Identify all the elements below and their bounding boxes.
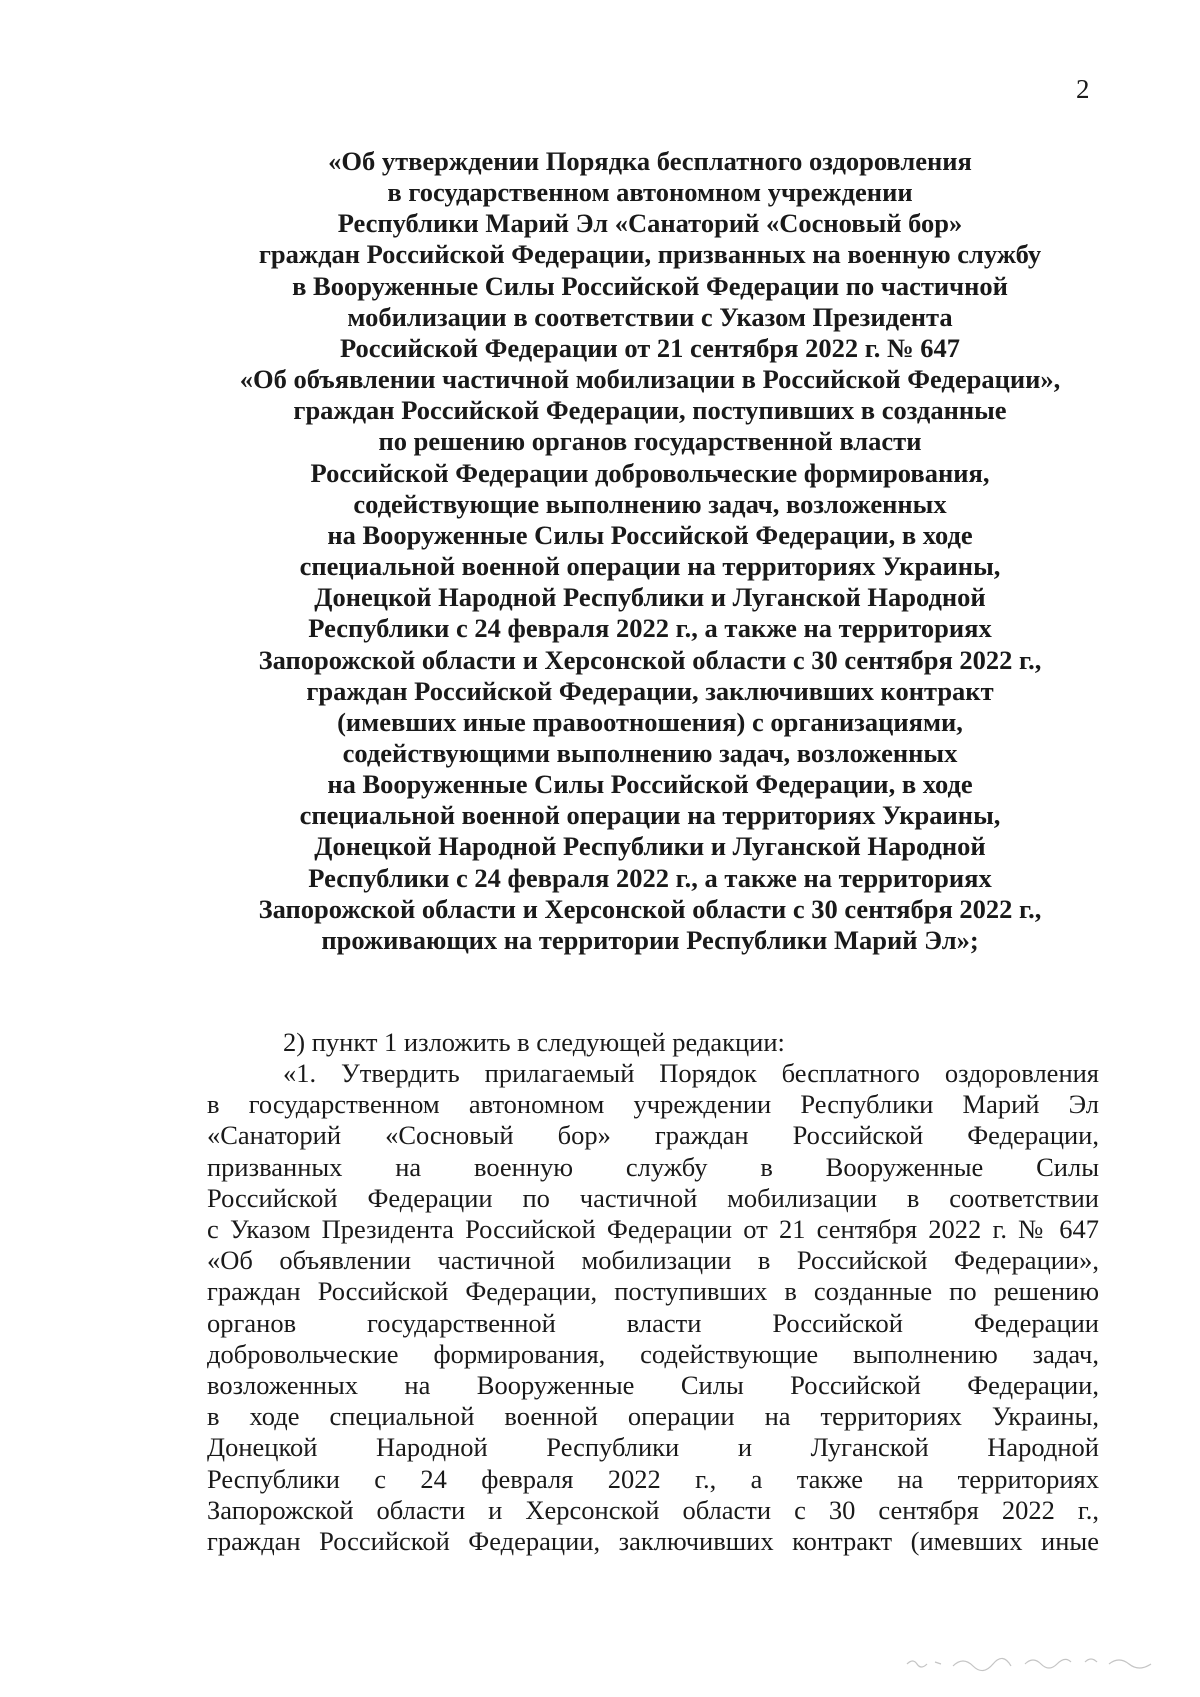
body-line: граждан Российской Федерации, заключивших контракт (имевших иные — [207, 1526, 1099, 1557]
title-line: Донецкой Народной Республики и Луганской Народной — [314, 831, 986, 862]
body-line: «Санаторий «Сосновый бор» граждан Российской Федерации, — [207, 1120, 1099, 1151]
body-line: «Об объявлении частичной мобилизации в Российской Федерации», — [207, 1245, 1099, 1276]
page-number: 2 — [1076, 74, 1090, 104]
body-line: призванных на военную службу в Вооруженные Силы — [207, 1151, 1099, 1182]
amendment-body — [207, 1058, 1099, 1557]
body-line: Запорожской области и Херсонской области с 30 сентября 2022 г., — [207, 1494, 1099, 1525]
body-line: возложенных на Вооруженные Силы Российской Федерации, — [207, 1370, 1099, 1401]
title-line: специальной военной операции на территориях Украины, — [299, 800, 1001, 831]
title-line: на Вооруженные Силы Российской Федерации, в ходе — [327, 769, 973, 800]
body-line: в государственном автономном учреждении Республики Марий Эл — [207, 1089, 1099, 1120]
title-line: Запорожской области и Херсонской области с 30 сентября 2022 г., — [258, 893, 1042, 924]
title-line: граждан Российской Федерации, заключивших контракт — [306, 675, 994, 706]
title-line: Донецкой Народной Республики и Луганской Народной — [314, 582, 986, 613]
title-line: Российской Федерации от 21 сентября 2022 г. № 647 — [339, 332, 961, 363]
title-line: по решению органов государственной власти — [378, 426, 922, 457]
title-line: Республики с 24 февраля 2022 г., а также на территориях — [308, 613, 992, 644]
title-line: в государственном автономном учреждении — [387, 177, 913, 208]
title-line: Российской Федерации добровольческие формирования, — [310, 457, 990, 488]
body-line: с Указом Президента Российской Федерации от 21 сентября 2022 г. № 647 — [207, 1214, 1099, 1245]
title-line: Запорожской области и Херсонской области с 30 сентября 2022 г., — [258, 644, 1042, 675]
title-line: содействующими выполнению задач, возложенных — [342, 737, 958, 768]
body-line: граждан Российской Федерации, поступивших в созданные по решению — [207, 1276, 1099, 1307]
body-line: добровольческие формирования, содействующие выполнению задач, — [207, 1338, 1099, 1369]
amendment-intro: 2) пункт 1 изложить в следующей редакции: — [283, 1027, 785, 1057]
title-line: граждан Российской Федерации, призванных на военную службу — [258, 239, 1042, 270]
title-line: содействующие выполнению задач, возложенных — [353, 488, 947, 519]
body-line: Донецкой Народной Республики и Луганской Народной — [207, 1432, 1099, 1463]
body-line: Российской Федерации по частичной мобилизации в соответствии — [207, 1182, 1099, 1213]
title-line: «Об объявлении частичной мобилизации в Российской Федерации», — [239, 364, 1061, 395]
signature-scribble — [905, 1650, 1165, 1674]
title-line: на Вооруженные Силы Российской Федерации, в ходе — [327, 519, 973, 550]
title-line: проживающих на территории Республики Марий Эл»; — [321, 924, 979, 955]
faint-signature-mark — [905, 1650, 1165, 1678]
title-line: Республики Марий Эл «Санаторий «Сосновый бор» — [337, 208, 963, 239]
title-line: (имевших иные правоотношения) с организациями, — [337, 706, 963, 737]
title-block — [195, 146, 1105, 956]
title-line: в Вооруженные Силы Российской Федерации по частичной — [292, 270, 1008, 301]
body-line: органов государственной власти Российской Федерации — [207, 1307, 1099, 1338]
body-line: «1. Утвердить прилагаемый Порядок бесплатного оздоровления — [283, 1058, 1099, 1088]
title-line: граждан Российской Федерации, поступивших в созданные — [293, 395, 1007, 426]
title-line: специальной военной операции на территориях Украины, — [299, 551, 1001, 582]
title-line: «Об утверждении Порядка бесплатного оздоровления — [328, 146, 972, 176]
title-line: мобилизации в соответствии с Указом Президента — [347, 301, 953, 332]
body-line: Республики с 24 февраля 2022 г., а также на территориях — [207, 1463, 1099, 1494]
title-line: Республики с 24 февраля 2022 г., а также на территориях — [308, 862, 992, 893]
body-line: в ходе специальной военной операции на территориях Украины, — [207, 1401, 1099, 1432]
